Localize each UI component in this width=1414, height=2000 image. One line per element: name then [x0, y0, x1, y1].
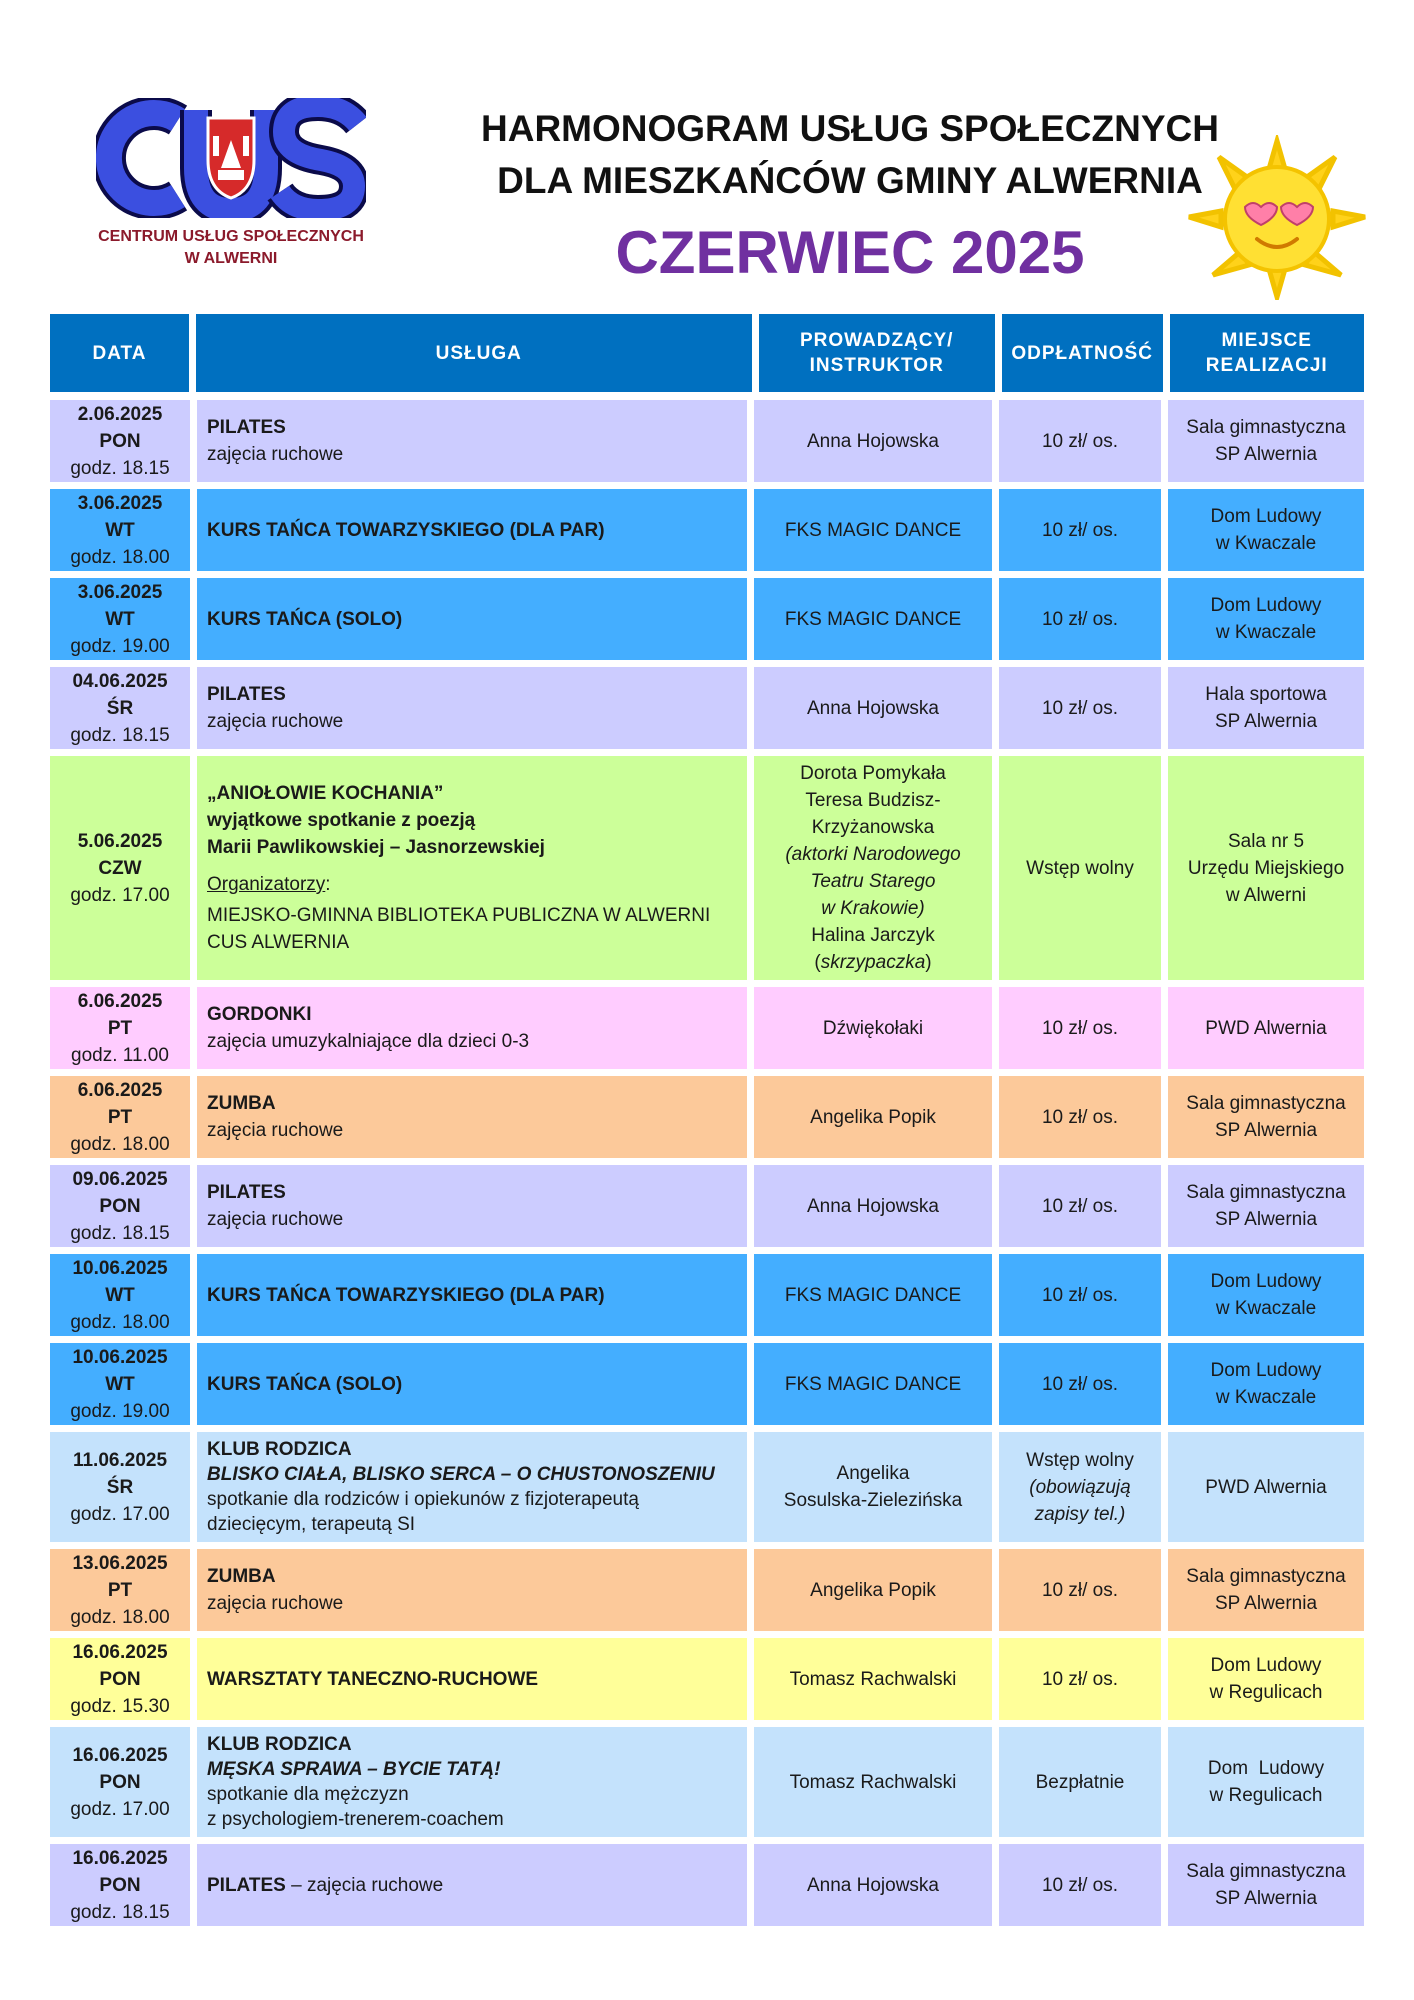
table-row [50, 1844, 1364, 1926]
fee-cell [999, 1432, 1161, 1542]
instructor-line: Sosulska-Zielezińska [783, 1490, 963, 1511]
table-row [50, 987, 1364, 1069]
date: 6.06.2025 [77, 990, 163, 1012]
place-line: Sala gimnastyczna [1186, 1093, 1346, 1114]
weekday: PON [99, 1668, 141, 1690]
date: 11.06.2025 [72, 1449, 168, 1471]
paren: ( [814, 952, 821, 973]
time: godz. 18.00 [70, 1133, 170, 1155]
date: 3.06.2025 [77, 581, 163, 603]
place-line: w Regulicach [1209, 1785, 1323, 1806]
table-row [50, 756, 1364, 980]
service-cell [197, 1165, 747, 1247]
service-cell [197, 1343, 747, 1425]
instructor-line: Teresa Budzisz- [805, 790, 941, 811]
table-row [50, 1165, 1364, 1247]
date: 2.06.2025 [77, 403, 163, 425]
service-title: PILATES [207, 417, 286, 438]
date-cell [50, 1638, 190, 1720]
service-title: PILATES [207, 684, 286, 705]
date: 09.06.2025 [72, 1168, 168, 1190]
service-description: zajęcia ruchowe [207, 1209, 344, 1230]
fee-cell: 10 zł/ os. [999, 667, 1161, 749]
date: 04.06.2025 [72, 670, 168, 692]
organizer: CUS ALWERNIA [207, 932, 350, 953]
place-cell [1168, 756, 1364, 980]
time: godz. 17.00 [70, 1503, 170, 1525]
place-cell [1168, 1254, 1364, 1336]
service-title: PILATES [207, 1874, 286, 1896]
date: 16.06.2025 [72, 1641, 168, 1663]
service-title: ZUMBA [207, 1566, 276, 1587]
place-line: Dom Ludowy [1210, 506, 1322, 527]
time: godz. 18.00 [70, 1606, 170, 1628]
table-row [50, 1432, 1364, 1542]
date: 13.06.2025 [72, 1552, 168, 1574]
date-cell [50, 1343, 190, 1425]
service-title: KLUB RODZICA [207, 1734, 352, 1755]
instructor-line: Krzyżanowska [811, 817, 935, 838]
organizers-colon: : [325, 874, 331, 895]
place-cell [1168, 1844, 1364, 1926]
time: godz. 15.30 [70, 1695, 170, 1717]
instructor-cell: Dźwiękołaki [754, 987, 992, 1069]
weekday: PT [107, 1579, 133, 1601]
place-line: Sala nr 5 [1227, 830, 1305, 852]
service-subtitle: wyjątkowe spotkanie z poezją [207, 810, 476, 831]
service-title: WARSZTATY TANECZNO-RUCHOWE [207, 1668, 539, 1690]
instructor-cell: FKS MAGIC DANCE [754, 578, 992, 660]
fee-cell: 10 zł/ os. [999, 400, 1161, 482]
service-description: dziecięcym, terapeutą SI [207, 1514, 416, 1535]
date: 10.06.2025 [72, 1346, 168, 1368]
schedule-table [50, 314, 1364, 1933]
service-cell [197, 667, 747, 749]
column-header-instructor [759, 314, 995, 392]
place-line: Sala gimnastyczna [1186, 1566, 1346, 1587]
fee-cell: 10 zł/ os. [999, 1254, 1161, 1336]
date: 10.06.2025 [72, 1257, 168, 1279]
place-line: Dom Ludowy [1207, 1758, 1325, 1779]
instructor-line: Angelika [836, 1463, 910, 1484]
place-line: SP Alwernia [1214, 711, 1318, 732]
place-cell [1168, 1549, 1364, 1631]
date-cell [50, 1844, 190, 1926]
instructor-cell [754, 756, 992, 980]
instructor-line: (aktorki Narodowego [785, 844, 961, 865]
date-cell [50, 1432, 190, 1542]
place-cell [1168, 1076, 1364, 1158]
date: 16.06.2025 [72, 1847, 168, 1869]
date: 5.06.2025 [77, 830, 163, 852]
service-title: KURS TAŃCA (SOLO) [207, 1373, 403, 1395]
service-cell [197, 1254, 747, 1336]
instructor-role: skrzypaczka [820, 952, 926, 973]
column-header-instructor-label: PROWADZĄCY/ INSTRUKTOR [799, 330, 954, 376]
time: godz. 18.15 [70, 724, 170, 746]
fee-cell: 10 zł/ os. [999, 489, 1161, 571]
time: godz. 18.15 [70, 1222, 170, 1244]
date-cell [50, 1727, 190, 1837]
instructor-cell: Angelika Popik [754, 1076, 992, 1158]
place-line: Sala gimnastyczna [1186, 417, 1346, 438]
service-description: z psychologiem-trenerem-coachem [207, 1809, 504, 1830]
place-line: w Kwaczale [1215, 533, 1317, 554]
place-line: Dom Ludowy [1210, 1271, 1322, 1292]
instructor-cell: Tomasz Rachwalski [754, 1638, 992, 1720]
place-line: SP Alwernia [1214, 1593, 1318, 1614]
weekday: PON [99, 430, 141, 452]
place-line: w Kwaczale [1215, 1298, 1317, 1319]
table-row [50, 578, 1364, 660]
service-title: KLUB RODZICA [207, 1439, 352, 1460]
place-line: Dom Ludowy [1210, 1360, 1322, 1381]
instructor-cell: Tomasz Rachwalski [754, 1727, 992, 1837]
place-line: w Kwaczale [1215, 622, 1317, 643]
date: 6.06.2025 [77, 1079, 163, 1101]
weekday: PON [99, 1874, 141, 1896]
place-line: SP Alwernia [1214, 1120, 1318, 1141]
service-title: GORDONKI [207, 1004, 312, 1025]
cus-logo-letters [96, 98, 366, 218]
fee-cell: 10 zł/ os. [999, 1343, 1161, 1425]
service-description: zajęcia ruchowe [207, 1593, 344, 1614]
place-cell [1168, 400, 1364, 482]
place-line: Hala sportowa [1205, 684, 1327, 705]
service-cell [197, 400, 747, 482]
service-cell [197, 1432, 747, 1542]
service-title: KURS TAŃCA TOWARZYSKIEGO (DLA PAR) [207, 1284, 605, 1306]
instructor-cell: Anna Hojowska [754, 400, 992, 482]
service-title: ZUMBA [207, 1093, 276, 1114]
service-cell [197, 1549, 747, 1631]
place-cell [1168, 1165, 1364, 1247]
fee-cell: 10 zł/ os. [999, 1549, 1161, 1631]
fee-line: (obowiązują [1029, 1476, 1131, 1498]
place-cell [1168, 1638, 1364, 1720]
column-header-place [1170, 314, 1364, 392]
time: godz. 18.00 [70, 1311, 170, 1333]
service-description: zajęcia ruchowe [207, 711, 344, 732]
table-row [50, 1254, 1364, 1336]
place-line: Dom Ludowy [1210, 595, 1322, 616]
service-cell [197, 987, 747, 1069]
cus-logo [96, 98, 366, 278]
coat-of-arms-icon [208, 118, 254, 198]
weekday: PT [107, 1106, 133, 1128]
fee-cell: 10 zł/ os. [999, 1165, 1161, 1247]
fee-cell: 10 zł/ os. [999, 578, 1161, 660]
place-line: SP Alwernia [1214, 1209, 1318, 1230]
place-line: SP Alwernia [1214, 444, 1318, 465]
place-line: w Kwaczale [1215, 1387, 1317, 1408]
instructor-line: Halina Jarczyk [811, 925, 935, 946]
service-title: „ANIOŁOWIE KOCHANIA” [207, 783, 444, 804]
service-description: – zajęcia ruchowe [285, 1874, 444, 1896]
service-cell [197, 578, 747, 660]
service-description: spotkanie dla rodziców i opiekunów z fizjoterapeutą [207, 1489, 639, 1510]
instructor-line: Teatru Starego [810, 871, 936, 892]
service-subtitle: BLISKO CIAŁA, BLISKO SERCA – O CHUSTONOSZENIU [207, 1464, 715, 1485]
service-cell [197, 1638, 747, 1720]
service-title: KURS TAŃCA TOWARZYSKIEGO (DLA PAR) [207, 519, 605, 541]
fee-cell: Wstęp wolny [999, 756, 1161, 980]
time: godz. 11.00 [71, 1044, 169, 1066]
time: godz. 19.00 [70, 1400, 170, 1422]
place-cell: PWD Alwernia [1168, 1432, 1364, 1542]
weekday: ŚR [106, 1476, 134, 1498]
table-row [50, 1076, 1364, 1158]
date: 3.06.2025 [77, 492, 163, 514]
time: godz. 19.00 [70, 635, 170, 657]
fee-cell: Bezpłatnie [999, 1727, 1161, 1837]
weekday: WT [105, 1284, 135, 1306]
date-cell [50, 987, 190, 1069]
fee-cell: 10 zł/ os. [999, 1076, 1161, 1158]
instructor-cell: FKS MAGIC DANCE [754, 1343, 992, 1425]
place-cell [1168, 489, 1364, 571]
date-cell [50, 667, 190, 749]
instructor-cell: Anna Hojowska [754, 1844, 992, 1926]
weekday: WT [105, 1373, 135, 1395]
place-cell [1168, 667, 1364, 749]
column-header-date: DATA [50, 314, 189, 392]
page-title-line-2: DLA MIESZKAŃCÓW GMINY ALWERNIA [497, 160, 1203, 201]
date-cell [50, 756, 190, 980]
instructor-cell [754, 1432, 992, 1542]
date-cell [50, 400, 190, 482]
service-cell [197, 1076, 747, 1158]
instructor-cell: Anna Hojowska [754, 667, 992, 749]
instructor-cell: Angelika Popik [754, 1549, 992, 1631]
weekday: ŚR [106, 697, 134, 719]
instructor-cell: Anna Hojowska [754, 1165, 992, 1247]
service-cell [197, 756, 747, 980]
organizer: MIEJSKO-GMINNA BIBLIOTEKA PUBLICZNA W ALWERNI [207, 905, 711, 926]
fee-line: zapisy tel.) [1034, 1503, 1126, 1525]
place-cell [1168, 1727, 1364, 1837]
place-line: w Alwerni [1225, 884, 1307, 906]
instructor-cell: FKS MAGIC DANCE [754, 489, 992, 571]
column-header-service: USŁUGA [196, 314, 752, 392]
time: godz. 18.15 [70, 457, 170, 479]
place-cell [1168, 1343, 1364, 1425]
table-row [50, 1638, 1364, 1720]
service-title: KURS TAŃCA (SOLO) [207, 608, 403, 630]
weekday: PT [107, 1017, 133, 1039]
instructor-line: Dorota Pomykała [800, 763, 946, 784]
service-subtitle: Marii Pawlikowskiej – Jasnorzewskiej [207, 837, 545, 858]
place-line: Sala gimnastyczna [1186, 1861, 1346, 1882]
fee-cell: 10 zł/ os. [999, 987, 1161, 1069]
date-cell [50, 578, 190, 660]
table-row [50, 1727, 1364, 1837]
weekday: WT [105, 519, 135, 541]
instructor-cell: FKS MAGIC DANCE [754, 1254, 992, 1336]
fee-line: Wstęp wolny [1026, 1449, 1134, 1471]
service-description: zajęcia ruchowe [207, 444, 344, 465]
service-cell [197, 1844, 747, 1926]
instructor-line: w Krakowie) [821, 898, 925, 919]
table-header [50, 314, 1364, 392]
date-cell [50, 489, 190, 571]
service-cell [197, 489, 747, 571]
paren: ) [925, 952, 932, 973]
place-line: Dom Ludowy [1210, 1655, 1322, 1676]
sun-icon [1185, 135, 1370, 300]
table-row [50, 400, 1364, 482]
weekday: CZW [98, 857, 142, 879]
weekday: WT [105, 608, 135, 630]
weekday: PON [99, 1195, 141, 1217]
service-description: zajęcia umuzykalniające dla dzieci 0-3 [207, 1031, 530, 1052]
date-cell [50, 1254, 190, 1336]
service-description: zajęcia ruchowe [207, 1120, 344, 1141]
logo-caption-line-2: W ALWERNI [184, 250, 278, 267]
month-title: CZERWIEC 2025 [615, 219, 1085, 286]
column-header-fee: ODPŁATNOŚĆ [1002, 314, 1163, 392]
place-line: SP Alwernia [1214, 1888, 1318, 1909]
service-description: spotkanie dla mężczyzn [207, 1784, 409, 1805]
table-row [50, 1549, 1364, 1631]
weekday: PON [99, 1771, 141, 1793]
date-cell [50, 1076, 190, 1158]
time: godz. 17.00 [70, 884, 170, 906]
date: 16.06.2025 [72, 1744, 168, 1766]
service-title: PILATES [207, 1182, 286, 1203]
table-row [50, 489, 1364, 571]
table-row [50, 667, 1364, 749]
date-cell [50, 1549, 190, 1631]
place-cell [1168, 578, 1364, 660]
place-line: w Regulicach [1209, 1682, 1323, 1703]
column-header-place-label: MIEJSCE REALIZACJI [1205, 330, 1328, 376]
page-title-line-1: HARMONOGRAM USŁUG SPOŁECZNYCH [481, 108, 1219, 149]
place-line: Sala gimnastyczna [1186, 1182, 1346, 1203]
organizers-label: Organizatorzy [207, 874, 326, 895]
place-line: Urzędu Miejskiego [1187, 857, 1345, 879]
time: godz. 18.00 [70, 546, 170, 568]
place-cell: PWD Alwernia [1168, 987, 1364, 1069]
logo-caption-line-1: CENTRUM USŁUG SPOŁECZNYCH [98, 228, 364, 245]
date-cell [50, 1165, 190, 1247]
time: godz. 17.00 [70, 1798, 170, 1820]
fee-cell: 10 zł/ os. [999, 1844, 1161, 1926]
fee-cell: 10 zł/ os. [999, 1638, 1161, 1720]
table-row [50, 1343, 1364, 1425]
service-cell [197, 1727, 747, 1837]
service-subtitle: MĘSKA SPRAWA – BYCIE TATĄ! [207, 1759, 501, 1780]
time: godz. 18.15 [70, 1901, 170, 1923]
